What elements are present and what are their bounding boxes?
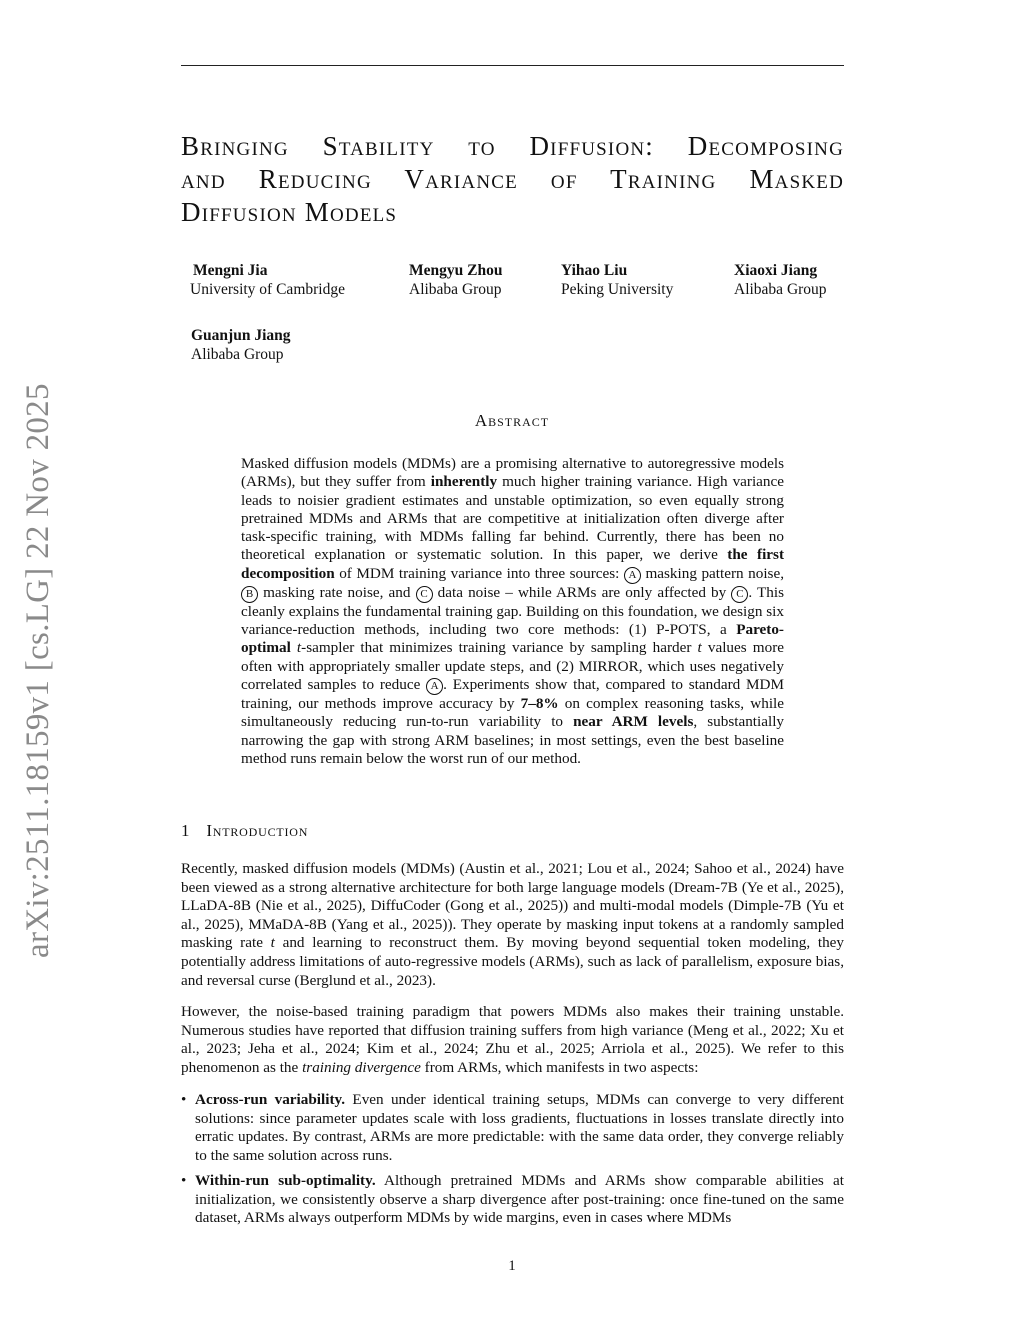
page-number: 1 [508, 1258, 516, 1274]
section-title: Introduction [206, 821, 309, 840]
circled-a-marker: A [426, 678, 443, 695]
author-block [409, 261, 502, 299]
author-affiliation: Peking University [561, 281, 674, 298]
author-name: Yihao Liu [561, 262, 628, 279]
italic-term: training divergence [302, 1058, 421, 1076]
author-affiliation: Alibaba Group [734, 281, 827, 298]
abstract-emphasis: the first decomposition [241, 546, 784, 582]
circled-c-marker: C [416, 586, 433, 603]
abstract-heading: Abstract [474, 411, 550, 430]
author-name: Mengyu Zhou [409, 262, 503, 279]
abstract-text: masking pattern noise, [640, 564, 784, 582]
author-affiliation: Alibaba Group [409, 281, 502, 298]
abstract-text: . Experiments show that, compared to standard MDM training, our methods improve accuracy by [241, 675, 784, 712]
abstract-emphasis: 7–8% [520, 694, 559, 712]
paragraph-text: and learning to reconstruct them. By moving beyond sequential token modeling, they potentially address limitations of auto-regressive models (ARMs), such as lack of parallelism, exposure bias, and reversal curse (Berglund et al., 2023). [181, 934, 844, 989]
math-variable-t: t [296, 639, 302, 657]
paragraph-text: However, the noise-based training paradigm that powers MDMs also makes their training unstable. Numerous studies have reported that diffusion training suffers from high variance (Meng et al., 2022; Xu et al., 2023; Jeha et al., 2024; Kim et al., 2024; Zhu et al., 2025; Arriola et al., 2025). We refer to this phenomenon as the [181, 1003, 844, 1076]
circled-a-marker: A [624, 567, 641, 584]
abstract-text: masking rate noise, and [258, 583, 416, 601]
author-block [734, 261, 827, 299]
abstract-text: values more often with appropriately smaller update steps, and (2) MIRROR, which uses negatively correlated samples to reduce [241, 639, 784, 693]
author-affiliation: Alibaba Group [191, 346, 284, 363]
title-line-2: and Reducing Variance of Training Masked [181, 164, 844, 194]
bullet-body: Although pretrained MDMs and ARMs show comparable abilities at initialization, we consistently observe a sharp divergence after post-training: once fine-tuned on the same dataset, ARMs always outperform MDMs by wide margins, even in cases where MDMs [195, 1172, 845, 1227]
bullet-body: Even under identical training setups, MDMs can converge to very different solutions: since parameter updates scale with loss gradients, fluctuations in losses translate directly into erratic updates. By contrast, ARMs are more predictable: with the same data order, they converge reliably to the same solution across runs. [195, 1091, 844, 1164]
abstract-emphasis: inherently [430, 473, 498, 491]
bullet-lead: Within-run sub-optimality. [195, 1172, 376, 1189]
bullet-text [195, 1091, 844, 1165]
abstract-text: Masked diffusion models (MDMs) are a promising alternative to autoregressive models (ARMs), but they suffer from [241, 455, 784, 491]
title-line-1: Bringing Stability to Diffusion: Decomposing [181, 131, 844, 161]
bullet-lead: Across-run variability. [195, 1091, 346, 1108]
abstract-text: -sampler that minimizes training variance by sampling harder [301, 639, 698, 657]
abstract-body [241, 455, 784, 768]
bullet-text [195, 1172, 844, 1228]
math-variable-t: t [697, 639, 702, 657]
author-affiliation: University of Cambridge [190, 281, 345, 298]
circled-b-marker: B [241, 586, 258, 603]
section-number: 1 [181, 821, 191, 840]
top-rule [181, 65, 844, 66]
abstract-emphasis: near ARM levels [573, 713, 694, 731]
paragraph-text: from ARMs, which manifests in two aspects: [420, 1058, 699, 1076]
bullet-marker: • [181, 1172, 187, 1189]
circled-c-marker: C [731, 586, 748, 603]
section-heading [181, 821, 308, 841]
abstract-text: . This cleanly explains the fundamental training gap. Building on this foundation, we design six variance-reduction methods, including two core methods: (1) P-POTS, a [241, 583, 784, 639]
intro-paragraph-1 [181, 860, 844, 990]
abstract-text: , substantially narrowing the gap with strong ARM baselines; in most settings, even the best baseline method runs remain below the worst run of our method. [241, 713, 785, 767]
math-variable-t: t [270, 934, 275, 952]
paragraph-text: Recently, masked diffusion models (MDMs) (Austin et al., 2021; Lou et al., 2024; Sahoo et al., 2024) have been viewed as a strong alternative architecture for both large language models (Dream-7B (Ye et al., 2025), LLaDA-8B (Nie et al., 2025), DiffuCoder (Gong et al., 2025)) and multi-modal models (Dimple-7B (Yu et al., 2025), MMaDA-8B (Yang et al., 2025)). They operate by masking input tokens at a randomly sampled masking rate [181, 860, 844, 952]
intro-paragraph-2 [181, 1003, 844, 1077]
title-line-3: Diffusion Models [181, 197, 398, 227]
author-name: Mengni Jia [193, 262, 268, 279]
author-name: Xiaoxi Jiang [734, 262, 818, 279]
author-block [190, 261, 345, 299]
author-block [191, 326, 291, 364]
paper-title [181, 130, 844, 229]
abstract-text: much higher training variance. High variance leads to noisier gradient estimates and unstable optimization, so even equally strong pretrained MDMs and ARMs that are competitive at initialization often diverge after task-specific training, with MDMs falling far behind. Currently, there has been no theoretical explanation or systematic solution. In this paper, we derive [241, 473, 784, 564]
bullet-marker: • [181, 1091, 187, 1108]
abstract-text: of MDM training variance into three sources: [334, 564, 624, 582]
abstract-emphasis: Pareto-optimal [241, 621, 784, 657]
author-name: Guanjun Jiang [191, 327, 291, 344]
abstract-text: on complex reasoning tasks, while simultaneously reducing run-to-run variability to [241, 694, 784, 731]
abstract-text: data noise – while ARMs are only affected by [432, 583, 732, 601]
arxiv-stamp: arXiv:2511.18159v1 [cs.LG] 22 Nov 2025 [20, 383, 56, 958]
author-block [561, 261, 673, 299]
